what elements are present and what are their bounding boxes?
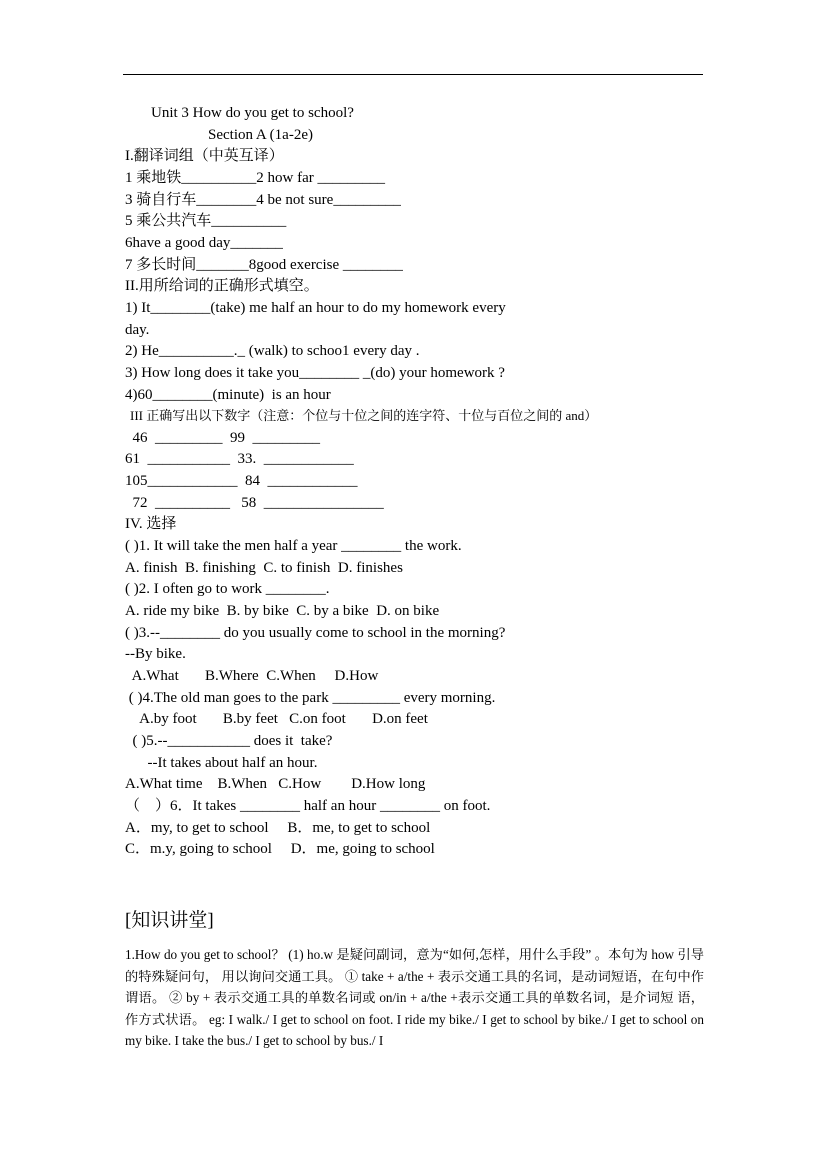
part2-line: 1) It________(take) me half an hour to do my homework every	[125, 300, 506, 316]
part2-heading: II.用所给词的正确形式填空。	[125, 278, 319, 294]
knowledge-heading: [知识讲堂]	[125, 910, 214, 931]
part3-line: 72 __________ 58 ________________	[125, 495, 384, 511]
question-line: （ ）6．It takes ________ half an hour ________ on foot.	[125, 798, 491, 814]
option-line: A.by foot B.by feet C.on foot D.on feet	[125, 711, 428, 727]
answer-line: --By bike.	[125, 646, 186, 662]
part2-line: 3) How long does it take you________ _(do) your homework ?	[125, 365, 505, 381]
part2-line: day.	[125, 322, 150, 338]
option-line: A.What B.Where C.When D.How	[125, 668, 379, 684]
header-rule	[123, 74, 703, 75]
part1-heading: I.翻译词组（中英互译）	[125, 148, 284, 164]
option-line: C．m.y, going to school D．me, going to school	[125, 841, 435, 857]
part3-line: 61 ___________ 33. ____________	[125, 451, 354, 467]
answer-line: --It takes about half an hour.	[125, 755, 318, 771]
part1-line: 3 骑自行车________4 be not sure_________	[125, 192, 401, 208]
option-line: A．my, to get to school B．me, to get to school	[125, 820, 431, 836]
question-line: ( )5.--___________ does it take?	[125, 733, 333, 749]
part2-line: 2) He__________._ (walk) to schoo1 every day .	[125, 343, 420, 359]
part4-heading: IV. 选择	[125, 516, 177, 532]
option-line: A.What time B.When C.How D.How long	[125, 776, 426, 792]
part1-line: 1 乘地铁__________2 how far _________	[125, 170, 385, 186]
question-line: ( )2. I often go to work ________.	[125, 581, 330, 597]
part1-line: 7 多长时间_______8good exercise ________	[125, 257, 403, 273]
question-line: ( )3.--________ do you usually come to school in the morning?	[125, 625, 506, 641]
part1-line: 5 乘公共汽车__________	[125, 213, 287, 229]
part3-heading: III 正确写出以下数字（注意：个位与十位之间的连字符、十位与百位之间的 and）	[130, 408, 598, 423]
option-line: A. finish B. finishing C. to finish D. finishes	[125, 560, 403, 576]
part3-line: 46 _________ 99 _________	[125, 430, 320, 446]
part3-line: 105____________ 84 ____________	[125, 473, 358, 489]
unit-title: Unit 3 How do you get to school?	[151, 105, 354, 121]
question-line: ( )1. It will take the men half a year ________ the work.	[125, 538, 462, 554]
part1-line: 6have a good day_______	[125, 235, 283, 251]
knowledge-paragraph: 1.How do you get to school？ (1) ho.w 是疑问副词，意为“如何,怎样，用什么手段” 。本句为 how 引导的特殊疑问句， 用以询问交通工具。 ① take + a/the + 表示交通工具的名词，是动词短语，在句中作谓语。 ② by + 表示交通工具的单数名词或 on/in + a/the +表示交通工具的单数名词，是介词短 语，作方式状语。 eg: I walk./ I get to school on foot. I ride my bike./ I get to school by bike./ I get to school on my bike. I take the bus./ I get to school by bus./ I	[125, 947, 704, 1049]
part2-line: 4)60________(minute) is an hour	[125, 387, 331, 403]
question-line: ( )4.The old man goes to the park _________ every morning.	[125, 690, 496, 706]
option-line: A. ride my bike B. by bike C. by a bike D. on bike	[125, 603, 440, 619]
section-title: Section A (1a-2e)	[208, 127, 313, 143]
